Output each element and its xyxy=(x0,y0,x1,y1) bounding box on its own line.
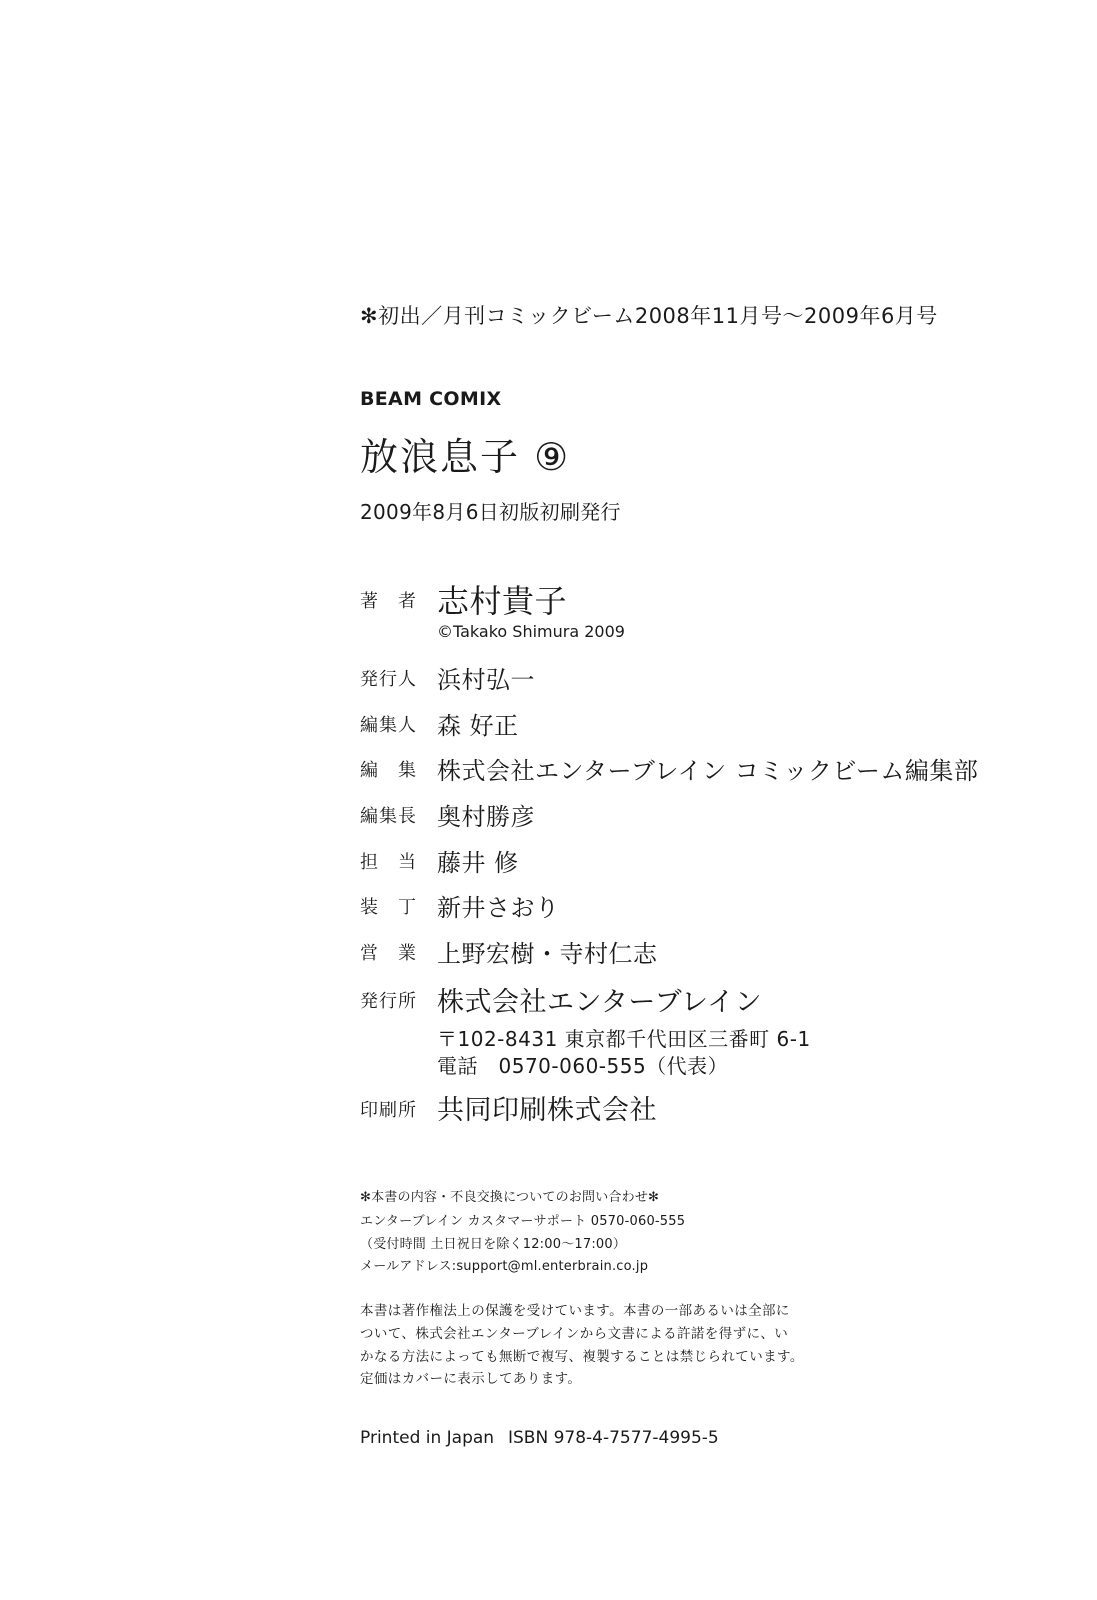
credit-label-author: 著 者 xyxy=(360,591,417,612)
contact-email: メールアドレス:support@ml.enterbrain.co.jp xyxy=(360,1259,649,1274)
book-title: 放浪息子 ⑨ xyxy=(360,435,571,479)
notice-line: かなる方法によっても無断で複写、複製することは禁じられています。 xyxy=(360,1349,804,1365)
contact-support: エンターブレイン カスタマーサポート 0570-060-555 xyxy=(360,1214,686,1229)
publisher-address: 〒102-8431 東京都千代田区三番町 6-1 xyxy=(437,1027,811,1051)
credit-label-printer: 印刷所 xyxy=(360,1100,417,1121)
credit-label-editor-in-chief: 編集長 xyxy=(360,806,417,827)
first-publication-note: ✻初出／月刊コミックビーム2008年11月号〜2009年6月号 xyxy=(360,304,938,328)
printed-in-japan: Printed in Japan xyxy=(360,1428,495,1448)
notice-line: ついて、株式会社エンターブレインから文書による許諾を得ずに、い xyxy=(360,1326,789,1342)
credit-value-author: 志村貴子 xyxy=(437,582,568,620)
credit-label-publisher: 発行所 xyxy=(360,991,417,1012)
credit-label-publisher-person: 発行人 xyxy=(360,669,417,690)
credit-value-editing: 株式会社エンターブレイン コミックビーム編集部 xyxy=(437,757,979,785)
copyright-line: ©Takako Shimura 2009 xyxy=(437,622,625,641)
credit-value-design: 新井さおり xyxy=(437,894,560,922)
isbn: ISBN 978-4-7577-4995-5 xyxy=(508,1428,719,1448)
credit-value-chief-editor: 森 好正 xyxy=(437,712,519,740)
credit-label-sales: 営 業 xyxy=(360,943,417,964)
publication-date: 2009年8月6日初版初刷発行 xyxy=(360,500,621,524)
credit-label-editing: 編 集 xyxy=(360,760,417,781)
credit-value-publisher-person: 浜村弘一 xyxy=(437,666,535,694)
credit-value-sales: 上野宏樹・寺村仁志 xyxy=(437,940,658,968)
credit-value-editor-in-chief: 奥村勝彦 xyxy=(437,803,535,831)
credit-value-printer: 共同印刷株式会社 xyxy=(437,1095,657,1126)
contact-heading: ✻本書の内容・不良交換についてのお問い合わせ✻ xyxy=(360,1190,660,1205)
credit-label-in-charge: 担 当 xyxy=(360,852,417,873)
contact-hours: （受付時間 土日祝日を除く12:00〜17:00） xyxy=(360,1237,627,1252)
publisher-phone: 電話 0570-060-555（代表） xyxy=(437,1054,729,1078)
credit-value-publisher: 株式会社エンターブレイン xyxy=(437,987,763,1018)
notice-line: 本書は著作権法上の保護を受けています。本書の一部あるいは全部に xyxy=(360,1303,790,1319)
credit-label-chief-editor: 編集人 xyxy=(360,715,417,736)
notice-line: 定価はカバーに表示してあります。 xyxy=(360,1371,582,1387)
series-label: BEAM COMIX xyxy=(360,388,502,410)
credit-value-in-charge: 藤井 修 xyxy=(437,849,519,877)
credit-label-design: 装 丁 xyxy=(360,897,417,918)
